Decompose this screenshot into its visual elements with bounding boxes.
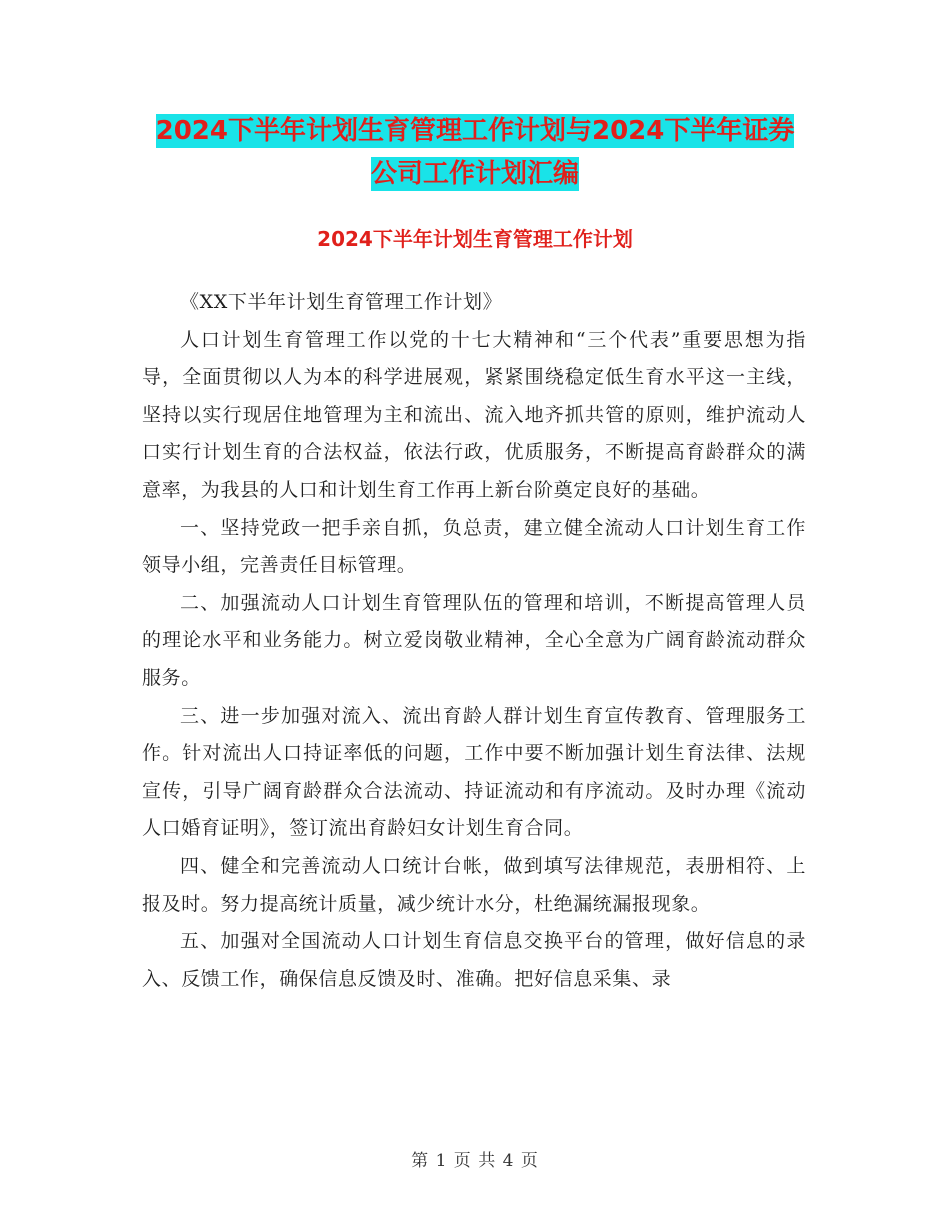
page-footer: 第 1 页 共 4 页 (411, 1151, 539, 1171)
document-body (142, 284, 806, 998)
paragraph-item-3: 三、进一步加强对流入、流出育龄人群计划生育宣传教育、管理服务工作。针对流出人口持证率低的问题，工作中要不断加强计划生育法律、法规宣传，引导广阔育龄群众合法流动、持证流动和有序流动。及时办理《流动人口婚育证明》，签订流出育龄妇女计划生育合同。 (142, 704, 806, 840)
paragraph-item-5: 五、加强对全国流动人口计划生育信息交换平台的管理，做好信息的录入、反馈工作，确保信息反馈及时、准确。把好信息采集、录 (142, 930, 806, 990)
section-title: 2024下半年计划生育管理工作计划 (317, 227, 633, 251)
paragraph-intro: 人口计划生育管理工作以党的十七大精神和“三个代表”重要思想为指导，全面贯彻以人为本的科学进展观，紧紧围绕稳定低生育水平这一主线，坚持以实行现居住地管理为主和流出、流入地齐抓共管的原则，维护流动人口实行计划生育的合法权益，依法行政，优质服务，不断提高育龄群众的满意率，为我县的人口和计划生育工作再上新台阶奠定良好的基础。 (142, 328, 806, 501)
paragraph-item-2: 二、加强流动人口计划生育管理队伍的管理和培训，不断提高管理人员的理论水平和业务能力。树立爱岗敬业精神，全心全意为广阔育龄流动群众服务。 (142, 591, 806, 689)
paragraph-item-4: 四、健全和完善流动人口统计台帐，做到填写法律规范，表册相符、上报及时。努力提高统计质量，减少统计水分，杜绝漏统漏报现象。 (142, 854, 806, 915)
document-title-line-1 (0, 108, 950, 154)
document-title-line-2 (0, 151, 950, 197)
paragraph-plan-title: 《XX下半年计划生育管理工作计划》 (180, 291, 503, 313)
document-title-text-1: 2024下半年计划生育管理工作计划与2024下半年证券 (155, 116, 795, 146)
document-title-text-2: 公司工作计划汇编 (370, 159, 579, 189)
paragraph-item-1: 一、坚持党政一把手亲自抓，负总责，建立健全流动人口计划生育工作领导小组，完善责任目标管理。 (142, 516, 806, 577)
